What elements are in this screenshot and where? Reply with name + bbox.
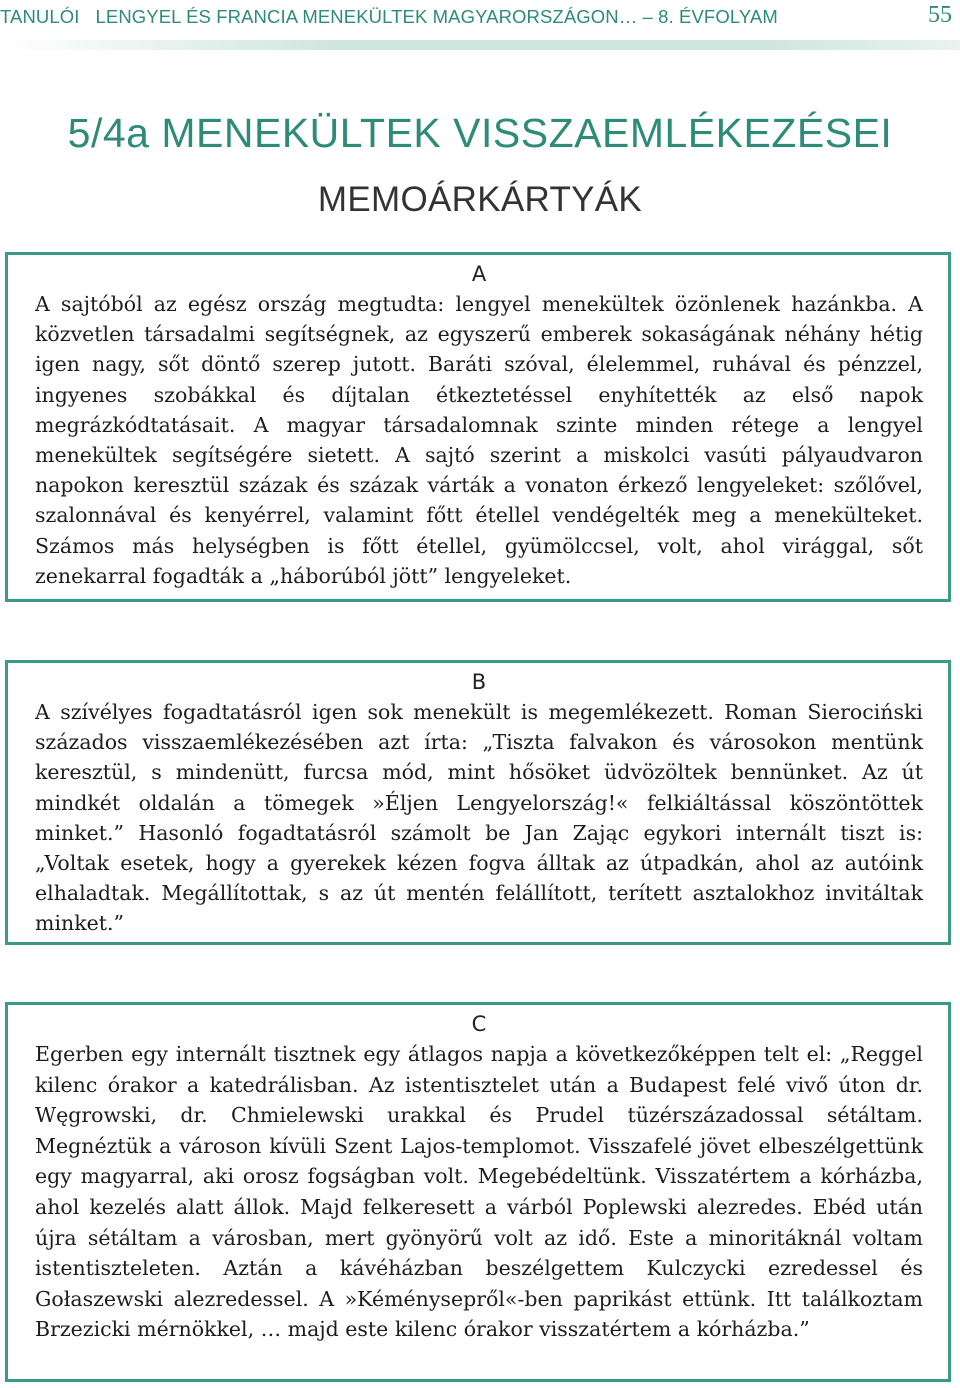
- card-letter: C: [471, 1012, 487, 1036]
- header-running-title: LENGYEL ÉS FRANCIA MENEKÜLTEK MAGYARORSZÁGON… – 8. ÉVFOLYAM: [95, 6, 778, 27]
- memoir-card-a: [5, 252, 951, 602]
- memoir-card-b: [5, 660, 951, 945]
- page-subtitle: MEMOÁRKÁRTYÁK: [317, 180, 643, 219]
- page-number: 55: [928, 2, 952, 28]
- page-title: 5/4a MENEKÜLTEK VISSZAEMLÉKEZÉSEI: [67, 110, 893, 156]
- card-letter: A: [471, 262, 487, 286]
- header-left: [0, 6, 778, 28]
- card-text: A sajtóból az egész ország megtudta: lengyel menekültek özönlenek hazánkba. A közvetlen társadalmi segítségnek, az egyszerű emberek sokaságának néhány hétig igen nagy, sőt döntő szerep jutott. Baráti szóval, élelemmel, ruhával és pénzzel, ingyenes szobákkal és díjtalan étkeztetéssel enyhítették az első napok megrázkódtatásait. A magyar társadalomnak szinte minden rétege a lengyel menekültek segítségére sietett. A sajtó szerint a miskolci vasúti pályaudvaron napokon keresztül százak és százak várták a vonaton érkező lengyeleket: szőlővel, szalonnával és kenyérrel, valamint főtt étellel vendégelték meg a menekülteket. Számos más helységben is főtt étellel, gyümölccsel, volt, ahol virággal, sőt zenekarral fogadták a „háborúból jött” lengyeleket.: [35, 292, 923, 588]
- running-header: [0, 0, 960, 34]
- card-letter: B: [471, 670, 487, 694]
- card-text: A szívélyes fogadtatásról igen sok menekült is megemlékezett. Roman Sierociński százados visszaemlékezésében azt írta: „Tiszta falvakon és városokon mentünk keresztül, s mindenütt, furcsa mód, mint hősöket üdvözöltek bennünket. Az út mindkét oldalán a tömegek »Éljen Lengyelország!« felkiáltással köszöntöttek minket.” Hasonló fogadtatásról számolt be Jan Zając egykori internált tiszt is: „Voltak esetek, hogy a gyerekek kézen fogva álltak az útpadkán, ahol az autóink elhaladtak. Megállítottak, s az út mentén felállított, terített asztalokhoz invitáltak minket.”: [35, 700, 923, 936]
- header-rule: [0, 40, 960, 50]
- card-text: Egerben egy internált tisztnek egy átlagos napja a következőképpen telt el: „Reggel kilenc órakor a katedrálisban. Az istentisztelet után a Budapest felé vivő úton dr. Węgrowski, dr. Chmielewski urakkal és Prudel tüzérszázadossal sétáltam. Megnéztük a városon kívüli Szent Lajos-templomot. Visszafelé jövet elbeszélgettünk egy magyarral, aki orosz fogságban volt. Megebédeltünk. Visszatértem a kórházba, ahol kezelés alatt állok. Majd felkeresett a várból Poplewski alezredes. Ebéd után újra sétáltam a városban, mert gyönyörű volt az idő. Este a minoritáknál voltam istentiszteleten. Aztán a kávéházban beszélgettem Kulczycki ezredessel és Gołaszewski alezredessel. A »Kéménysepről«-ben paprikást ettünk. Itt találkoztam Brzezicki mérnökkel, … majd este kilenc órakor visszatértem a kórházba.”: [35, 1042, 923, 1342]
- header-label: TANULÓI: [0, 6, 80, 27]
- memoir-card-c: [5, 1002, 951, 1382]
